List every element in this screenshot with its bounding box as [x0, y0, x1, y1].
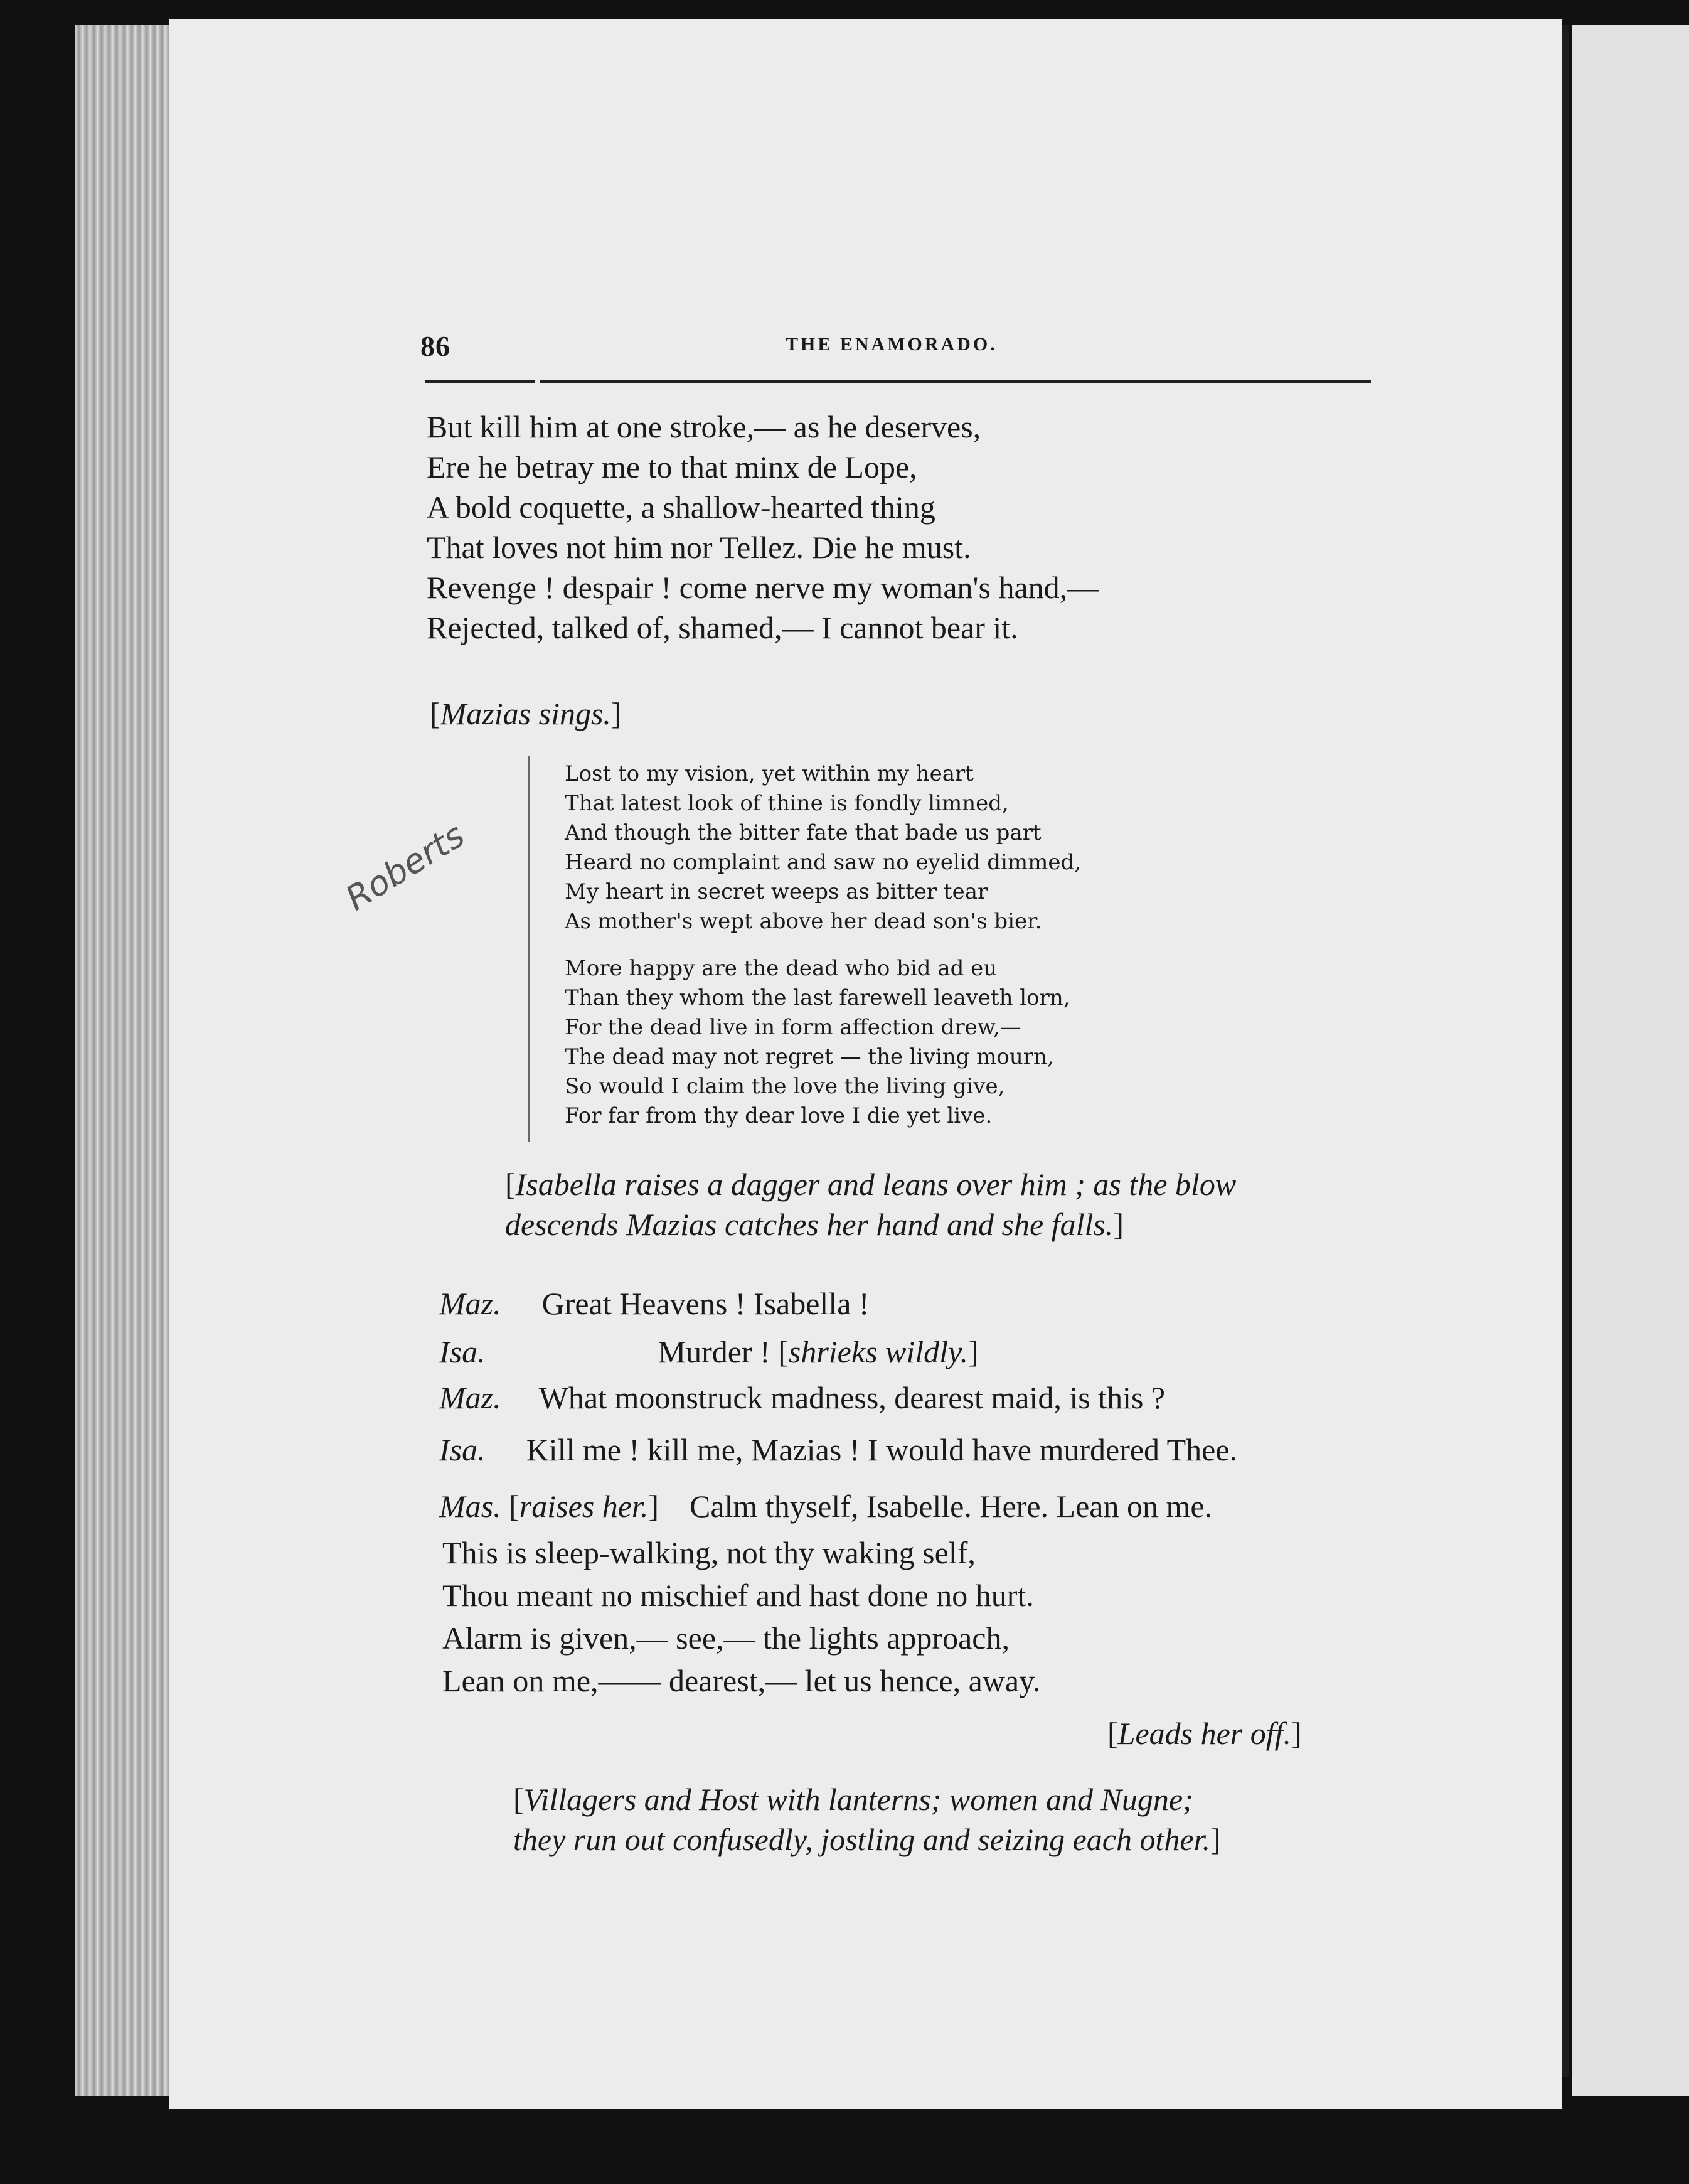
verse-block [427, 407, 1099, 648]
dialogue-text: What moonstruck madness, dearest maid, is this ? [538, 1380, 1166, 1415]
stage-direction-inline: raises her. [519, 1489, 649, 1524]
facing-page-edge [1572, 25, 1689, 2096]
stage-direction-leads: [Leads her off.] [1107, 1716, 1302, 1751]
dialogue-line [439, 1378, 1165, 1418]
gutter [1562, 25, 1569, 2077]
page-number: 86 [420, 330, 450, 362]
verse-line: Rejected, talked of, shamed,— I cannot bear it. [427, 610, 1018, 645]
verse-line: That loves not him nor Tellez. Die he must. [427, 530, 971, 565]
song-line: As mother's wept above her dead son's bier. [565, 909, 1042, 934]
song-block [565, 759, 1081, 1131]
verse-line: A bold coquette, a shallow-hearted thing [427, 490, 935, 525]
stage-direction-inline: shrieks wildly. [788, 1334, 968, 1369]
verse-line: Revenge ! despair ! come nerve my woman's hand,— [427, 570, 1099, 605]
dialogue-text: Murder ! [658, 1334, 779, 1369]
song-bracket [528, 756, 530, 1142]
dialogue-line [439, 1283, 870, 1324]
verse-line: But kill him at one stroke,— as he deserves, [427, 409, 981, 444]
speaker-name: Isa. [439, 1334, 486, 1369]
song-line: The dead may not regret — the living mourn, [565, 1044, 1054, 1069]
verse-line: Ere he betray me to that minx de Lope, [427, 449, 917, 484]
verse-line: This is sleep-walking, not thy waking self, [442, 1535, 976, 1570]
speaker-name: Mas. [439, 1489, 501, 1524]
song-line: So would I claim the love the living give, [565, 1074, 1005, 1099]
song-line: Than they whom the last farewell leaveth lorn, [565, 985, 1070, 1010]
stage-direction-villagers: [Villagers and Host with lanterns; women and Nugne; they run out confusedly, jostling and seizing each other.] [513, 1782, 1221, 1857]
dialogue-text: Great Heavens ! Isabella ! [541, 1286, 870, 1321]
dialogue-text: Kill me ! kill me, Mazias ! I would have murdered Thee. [526, 1432, 1238, 1467]
dialogue-text: Calm thyself, Isabelle. Here. Lean on me. [690, 1489, 1213, 1524]
handwritten-margin-note: Roberts [339, 815, 472, 919]
verse-line: Thou meant no mischief and hast done no hurt. [442, 1578, 1034, 1613]
page-edges [75, 25, 182, 2096]
verse-line: Alarm is given,— see,— the lights approach, [442, 1620, 1010, 1656]
speaker-name: Maz. [439, 1380, 501, 1415]
song-line: For the dead live in form affection drew,— [565, 1015, 1021, 1040]
header-rule-right [540, 380, 1371, 383]
running-title: THE ENAMORADO. [786, 334, 998, 355]
closing-verse [442, 1531, 1040, 1702]
dialogue-line [439, 1430, 1237, 1470]
verse-line: Lean on me,—— dearest,— let us hence, away. [442, 1663, 1041, 1698]
stage-direction-sings: [Mazias sings.] [430, 696, 622, 731]
song-line: For far from thy dear love I die yet live. [565, 1103, 993, 1128]
song-line: That latest look of thine is fondly limned, [565, 791, 1009, 816]
stage-direction-dagger: [Isabella raises a dagger and leans over him ; as the blow descends Mazias catches her hand and she falls.] [505, 1167, 1237, 1242]
dialogue-line: Mas. [raises her.] Calm thyself, Isabelle. Here. Lean on me. [439, 1489, 1213, 1524]
song-line: More happy are the dead who bid ad eu [565, 956, 998, 981]
dialogue-line: Isa. Murder ! [shrieks wildly.] [439, 1334, 979, 1369]
header-rule-left [425, 380, 535, 383]
speaker-name: Isa. [439, 1432, 486, 1467]
song-line: And though the bitter fate that bade us part [565, 820, 1042, 845]
speaker-name: Maz. [439, 1286, 501, 1321]
song-line: Lost to my vision, yet within my heart [565, 761, 974, 786]
song-line: My heart in secret weeps as bitter tear [565, 879, 988, 904]
song-line: Heard no complaint and saw no eyelid dimmed, [565, 850, 1082, 875]
